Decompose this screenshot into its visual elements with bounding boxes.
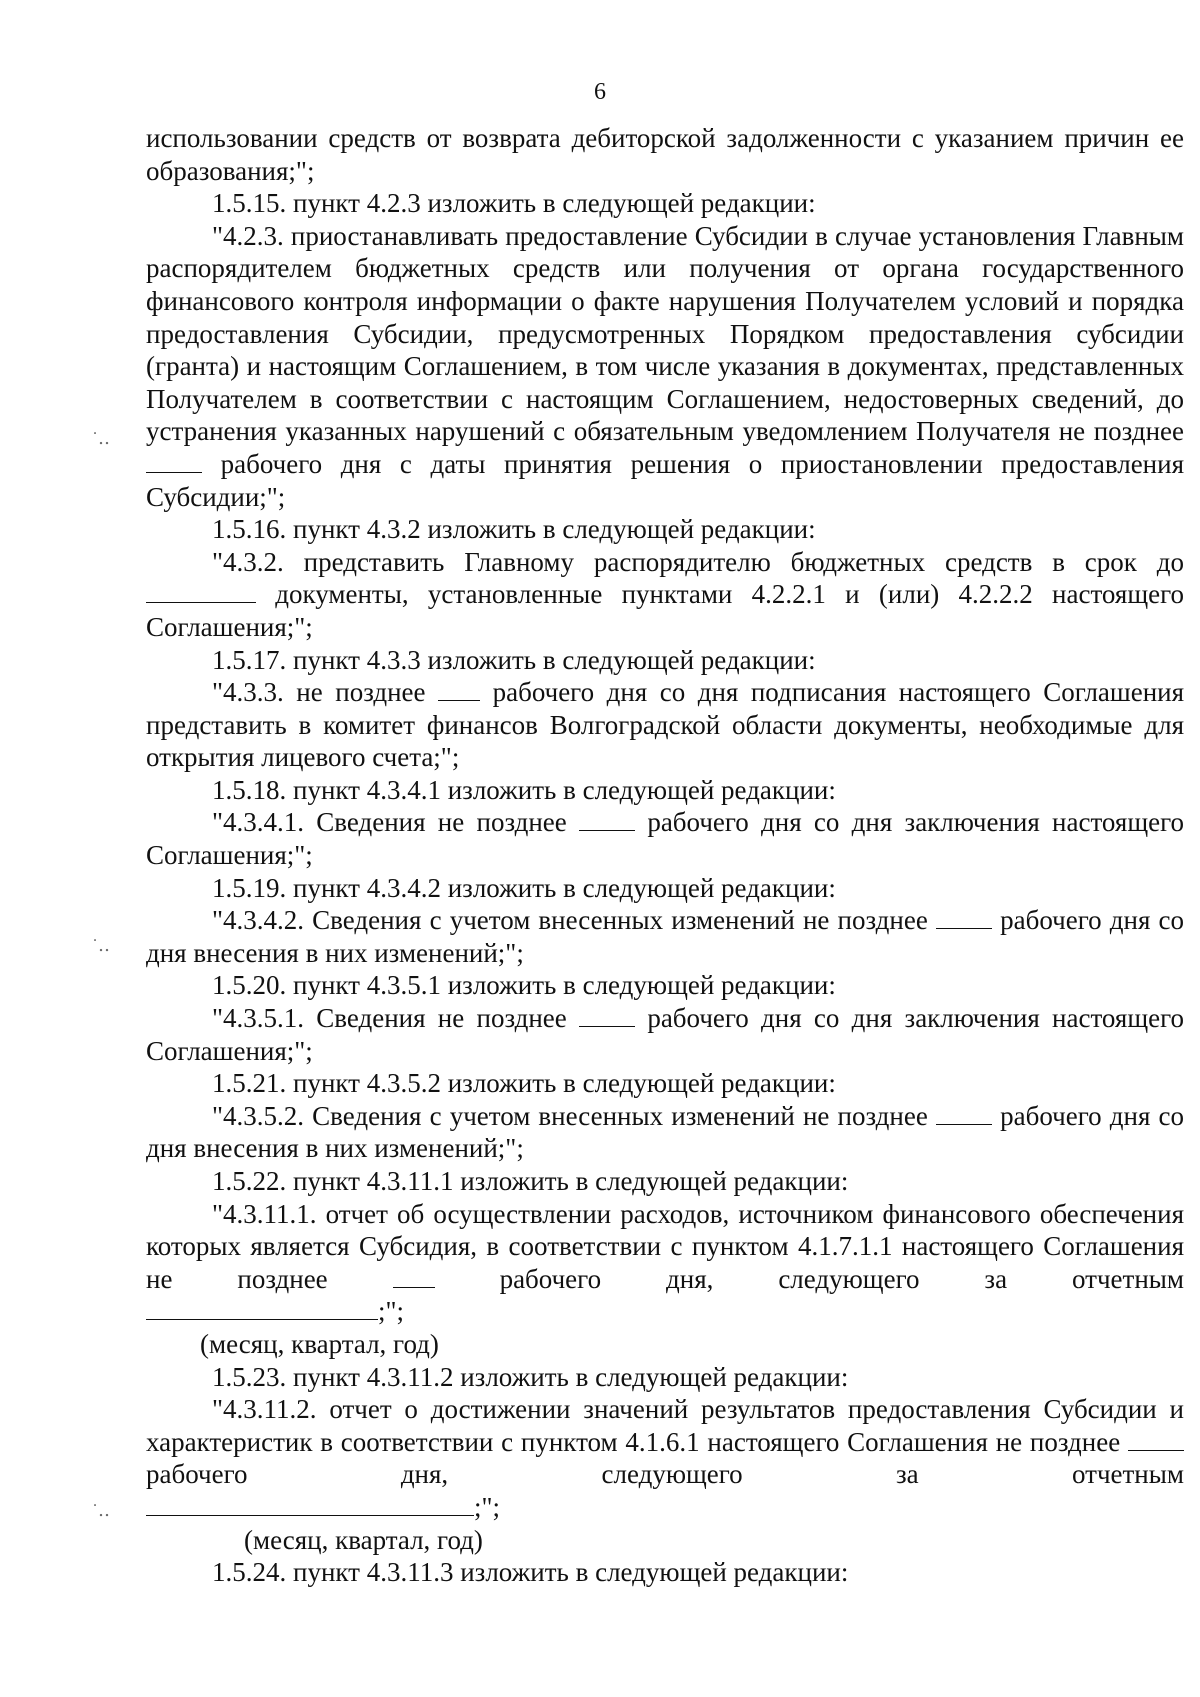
paragraph-text: рабочего дня со дня подписания настоящего Соглашения представить в комитет финансов Волгоградской области документы, необходимые для открытия лицевого счета;"; <box>146 677 1185 773</box>
period-line <box>146 1491 1184 1524</box>
blank-line <box>393 1265 435 1288</box>
paragraph <box>146 220 1184 513</box>
paragraph-text: "4.3.4.1. Сведения не позднее <box>212 807 567 838</box>
paragraph-text: документы, установленные пунктами 4.2.2.1 и (или) 4.2.2.2 настоящего Соглашения;"; <box>146 579 1184 642</box>
paragraph: 1.5.21. пункт 4.3.5.2 изложить в следующей редакции: <box>212 1068 836 1099</box>
paragraph: 1.5.24. пункт 4.3.11.3 изложить в следующей редакции: <box>212 1557 849 1588</box>
blank-line <box>1128 1428 1184 1451</box>
paragraph-text: рабочего дня с даты принятия решения о приостановлении предоставления Субсидии;"; <box>146 448 1185 512</box>
paragraph: 1.5.15. пункт 4.2.3 изложить в следующей редакции: <box>212 188 816 219</box>
scan-mark: ˙‥ <box>92 935 110 955</box>
paragraph-text: рабочего дня, следующего за отчетным <box>146 1459 1184 1490</box>
paragraph-text: "4.3.5.1. Сведения не позднее <box>212 1003 567 1034</box>
blank-line <box>579 1004 635 1027</box>
paragraph-text: рабочего дня со дня внесения в них изменений;"; <box>146 905 1185 968</box>
blank-line <box>438 678 480 701</box>
period-caption: (месяц, квартал, год) <box>200 1328 439 1359</box>
paragraph: 1.5.23. пункт 4.3.11.2 изложить в следующей редакции: <box>212 1361 849 1392</box>
paragraph-text: "4.3.5.2. Сведения с учетом внесенных изменений не позднее <box>212 1100 928 1131</box>
blank-line <box>146 450 202 473</box>
paragraph-text: рабочего дня со дня заключения настоящего Соглашения;"; <box>146 807 1184 871</box>
paragraph: 1.5.22. пункт 4.3.11.1 изложить в следующей редакции: <box>212 1166 849 1196</box>
period-caption: (месяц, квартал, год) <box>244 1524 483 1555</box>
paragraph: 1.5.18. пункт 4.3.4.1 изложить в следующей редакции: <box>212 774 836 805</box>
blank-line <box>146 580 256 603</box>
paragraph: 1.5.17. пункт 4.3.3 изложить в следующей редакции: <box>212 644 816 675</box>
blank-line <box>936 1102 992 1125</box>
paragraph-text: ;"; <box>378 1296 405 1327</box>
blank-line <box>579 808 635 831</box>
paragraph-text: рабочего дня, следующего за отчетным <box>499 1263 1185 1294</box>
paragraph <box>146 1198 1184 1296</box>
page-number: 6 <box>594 79 606 105</box>
paragraph: 1.5.20. пункт 4.3.5.1 изложить в следующей редакции: <box>212 970 836 1001</box>
paragraph <box>146 904 1184 969</box>
paragraph-text: "4.3.2. представить Главному распорядителю бюджетных средств в срок до <box>212 546 1184 577</box>
paragraph-text: "4.3.3. не позднее <box>212 677 426 708</box>
paragraph-text: "4.3.11.2. отчет о достижении значений результатов предоставления Субсидии и характеристик в соответствии с пунктом 4.1.6.1 настоящего Соглашения не позднее <box>146 1394 1184 1457</box>
scan-mark: ˙‥ <box>92 1500 110 1520</box>
paragraph: использовании средств от возврата дебиторской задолженности с указанием причин ее образования;"; <box>146 123 1184 186</box>
blank-line <box>936 906 992 929</box>
blank-line <box>146 1297 378 1320</box>
period-line <box>146 1295 1184 1328</box>
paragraph: 1.5.19. пункт 4.3.4.2 изложить в следующей редакции: <box>212 872 836 903</box>
paragraph-text: "4.2.3. приостанавливать предоставление Субсидии в случае установления Главным распорядителем бюджетных средств или получения от органа государственного финансового контроля информации о факте нарушения Получателем условий и порядка предоставления Субсидии, предусмотренных Порядком предоставления субсидии (гранта) и настоящим Соглашением, в том числе указания в документах, представленных Получателем в соответствии с настоящим Соглашением, недостоверных сведений, до устранения указанных нарушений с обязательным уведомлением Получателя не позднее <box>146 220 1184 447</box>
paragraph-text: ;"; <box>474 1491 501 1522</box>
scan-mark: ˙‥ <box>92 428 110 448</box>
paragraph <box>146 1393 1184 1491</box>
paragraph <box>146 1100 1184 1165</box>
paragraph <box>146 1002 1184 1067</box>
paragraph-text: рабочего дня со дня внесения в них изменений;"; <box>146 1100 1185 1164</box>
paragraph: 1.5.16. пункт 4.3.2 изложить в следующей редакции: <box>212 514 816 545</box>
blank-line <box>146 1493 474 1516</box>
document-body <box>146 122 1184 1589</box>
paragraph <box>146 546 1184 644</box>
paragraph-text: "4.3.11.1. отчет об осуществлении расходов, источником финансового обеспечения которых является Субсидия, в соответствии с пунктом 4.1.7.1.1 настоящего Соглашения не позднее <box>146 1198 1184 1294</box>
paragraph <box>146 676 1184 774</box>
paragraph-text: рабочего дня со дня заключения настоящего Соглашения;"; <box>146 1003 1184 1066</box>
paragraph-text: "4.3.4.2. Сведения с учетом внесенных изменений не позднее <box>212 905 928 936</box>
paragraph <box>146 806 1184 871</box>
